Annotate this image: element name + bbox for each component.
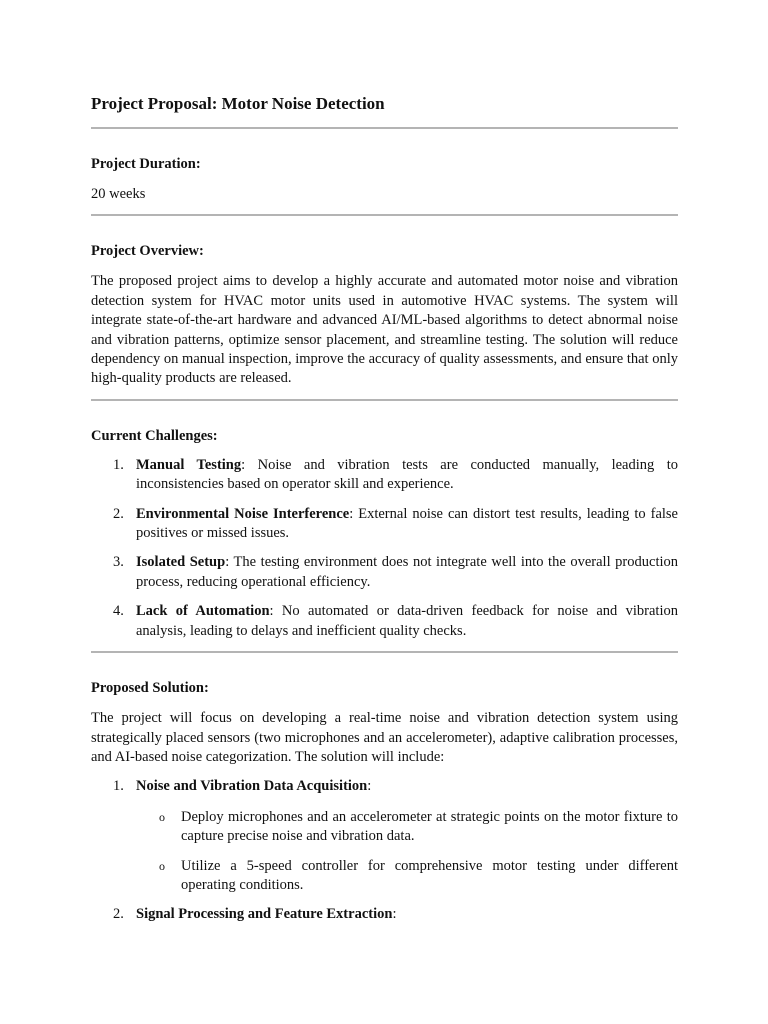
sub-list-item (136, 808, 678, 847)
list-item-term: Isolated Setup (136, 554, 226, 571)
list-item (91, 777, 678, 895)
sub-list-item (136, 857, 678, 896)
list-number: 1. (113, 456, 124, 473)
sub-list-text: Deploy microphones and an accelerometer at strategic points on the motor fixture to capture precise noise and vibration data. (181, 808, 678, 845)
bullet-marker: o (159, 809, 165, 824)
list-item (91, 456, 678, 495)
section-heading: Proposed Solution: (91, 680, 209, 697)
divider (91, 127, 678, 129)
section-overview (91, 242, 678, 388)
list-number: 3. (113, 554, 124, 571)
document-title: Project Proposal: Motor Noise Detection (91, 94, 385, 113)
sub-list (136, 808, 678, 896)
section-heading: Project Overview: (91, 243, 204, 260)
document-content (91, 90, 678, 925)
section-solution (91, 679, 678, 925)
section-challenges (91, 427, 678, 641)
overview-paragraph: The proposed project aims to develop a highly accurate and automated motor noise and vibration detection system for HVAC motor units used in automotive HVAC systems. The system will integrate state-of-the-art hardware and advanced AI/ML-based algorithms to detect abnormal noise and vibration patterns, optimize sensor placement, and streamline testing. The solution will reduce dependency on manual inspection, improve the accuracy of quality assessments, and ensure that only high-quality products are released. (91, 273, 678, 387)
list-number: 2. (113, 906, 124, 923)
section-heading: Current Challenges: (91, 427, 218, 444)
list-item-term: Lack of Automation (136, 603, 270, 620)
divider (91, 651, 678, 653)
list-item (91, 553, 678, 592)
list-item-description: The testing environment does not integrate well into the overall production process, reducing operational efficiency. (136, 554, 678, 590)
list-number: 1. (113, 778, 124, 795)
divider (91, 214, 678, 216)
list-item-term: Noise and Vibration Data Acquisition (136, 778, 368, 795)
bullet-marker: o (159, 858, 165, 873)
section-heading: Project Duration: (91, 156, 201, 172)
list-item-colon: : (392, 906, 397, 923)
list-item-description: No automated or data-driven feedback for noise and vibration analysis, leading to delays and inefficient quality checks. (136, 603, 678, 639)
list-number: 2. (113, 505, 124, 522)
list-item (91, 505, 678, 544)
list-item-colon: : (241, 456, 246, 473)
list-item-colon: : (367, 778, 372, 795)
list-item-description: Noise and vibration tests are conducted manually, leading to inconsistencies based on operator skill and experience. (136, 456, 678, 493)
challenges-list (91, 456, 678, 641)
list-number: 4. (113, 603, 124, 620)
list-item-term: Signal Processing and Feature Extraction (136, 906, 393, 923)
solution-intro: The project will focus on developing a real-time noise and vibration detection system using strategically placed sensors (two microphones and an accelerometer), adaptive calibration processes, and AI-based noise categorization. The solution will include: (91, 710, 678, 765)
list-item-term: Environmental Noise Interference (136, 505, 350, 522)
list-item-description: External noise can distort test results, leading to false positives or missed issues. (136, 505, 678, 542)
list-item-colon: : (269, 603, 274, 620)
divider (91, 399, 678, 401)
list-item (91, 905, 678, 924)
list-item-colon: : (225, 554, 230, 571)
sub-list-text: Utilize a 5-speed controller for comprehensive motor testing under different operating conditions. (181, 857, 678, 893)
list-item-colon: : (349, 505, 354, 522)
list-item-term: Manual Testing (136, 456, 242, 473)
section-duration (91, 155, 678, 204)
solution-list (91, 777, 678, 924)
list-item (91, 602, 678, 641)
duration-value: 20 weeks (91, 186, 146, 202)
